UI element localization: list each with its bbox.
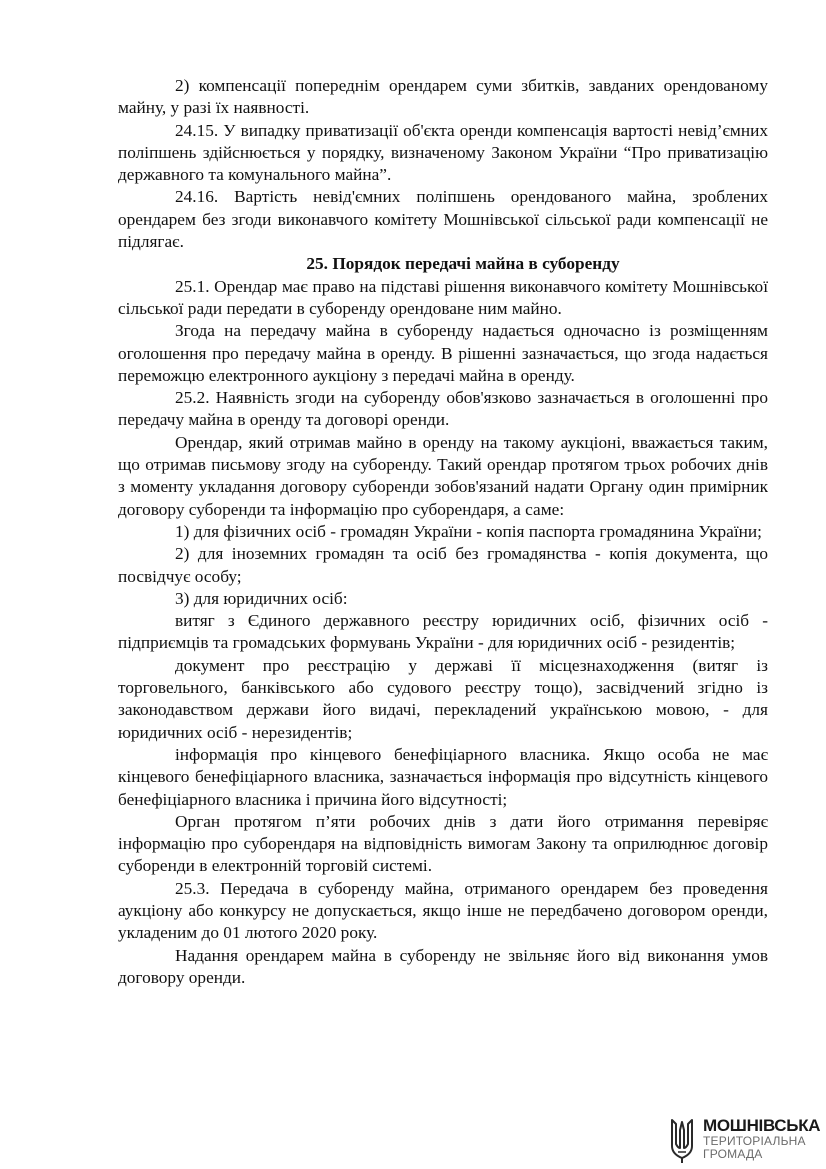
sub-item-register-extract: витяг з Єдиного державного реєстру юридичних осіб, фізичних осіб - підприємців та громадських формувань України - для юридичних осіб - резидентів; xyxy=(118,611,768,653)
paragraph-item-2-compensation: 2) компенсації попереднім орендарем суми збитків, завданих орендованому майну, у разі їх наявності. xyxy=(118,76,768,118)
logo-text xyxy=(703,1117,820,1160)
paragraph-organ-check: Орган протягом п’яти робочих днів з дати його отримання перевіряє інформацію про суборендаря на відповідність вимогам Закону та оприлюднює договір суборенди в електронній торговій системі. xyxy=(118,811,768,876)
logo-subtitle-line2: ГРОМАДА xyxy=(703,1147,763,1161)
trident-icon xyxy=(666,1116,698,1164)
logo-subtitle-line1: ТЕРИТОРІАЛЬНА xyxy=(703,1134,806,1148)
paragraph-24-16: 24.16. Вартість невід'ємних поліпшень орендованого майна, зроблених орендарем без згоди виконавчого комітету Мошнівської сільської ради компенсації не підлягає. xyxy=(118,187,768,252)
paragraph-tenant-obligations: Орендар, який отримав майно в оренду на такому аукціоні, вважається таким, що отримав письмову згоду на суборенду. Такий орендар протягом трьох робочих днів з моменту укладання договору суборенди зобов'язаний надати Органу один примірник договору суборенди та інформацію про суборендаря, а саме: xyxy=(118,432,768,519)
list-item-foreigners: 2) для іноземних громадян та осіб без громадянства - копія документа, що посвідчує особу; xyxy=(118,544,768,586)
paragraph-24-15: 24.15. У випадку приватизації об'єкта оренди компенсація вартості невід’ємних поліпшень здійснюється у порядку, визначеному Законом України “Про приватизацію державного та комунального майна”. xyxy=(118,120,768,185)
paragraph-consent: Згода на передачу майна в суборенду надається одночасно із розміщенням оголошення про передачу майна в оренду. В рішенні зазначається, що згода надається переможцю електронного аукціону з передачі майна в оренду. xyxy=(118,321,768,385)
paragraph-25-2: 25.2. Наявність згоди на суборенду обов'язково зазначається в оголошенні про передачу майна в оренду та договорі оренди. xyxy=(118,388,768,430)
list-item-individuals: 1) для фізичних осіб - громадян України - копія паспорта громадянина України; xyxy=(175,521,762,541)
sub-item-registration-document: документ про реєстрацію у державі її місцезнаходження (витяг із торговельного, банківського або судового реєстру тощо), засвідчений згідно із законодавством держави його видачі, перекладений українською мовою, - для юридичних осіб - нерезидентів; xyxy=(118,655,768,742)
community-logo xyxy=(666,1116,821,1164)
document-page xyxy=(118,75,768,989)
paragraph-final: Надання орендарем майна в суборенду не звільняє його від виконання умов договору оренди. xyxy=(118,945,768,987)
paragraph-25-3: 25.3. Передача в суборенду майна, отриманого орендарем без проведення аукціону або конкурсу не допускається, якщо інше не передбачено договором оренди, укладеним до 01 лютого 2020 року. xyxy=(118,878,768,943)
logo-title: МОШНІВСЬКА xyxy=(703,1116,821,1135)
paragraph-25-1: 25.1. Орендар має право на підставі рішення виконавчого комітету Мошнівської сільської ради передати в суборенду орендоване ним майно. xyxy=(118,276,768,318)
list-item-legal-entities: 3) для юридичних осіб: xyxy=(175,588,348,608)
sub-item-beneficiary-info: інформація про кінцевого бенефіціарного власника. Якщо особа не має кінцевого бенефіціарного власника, зазначається інформація про відсутність кінцевого бенефіціарного власника і причина його відсутності; xyxy=(118,744,768,809)
section-title-25: 25. Порядок передачі майна в суборенду xyxy=(306,254,620,274)
